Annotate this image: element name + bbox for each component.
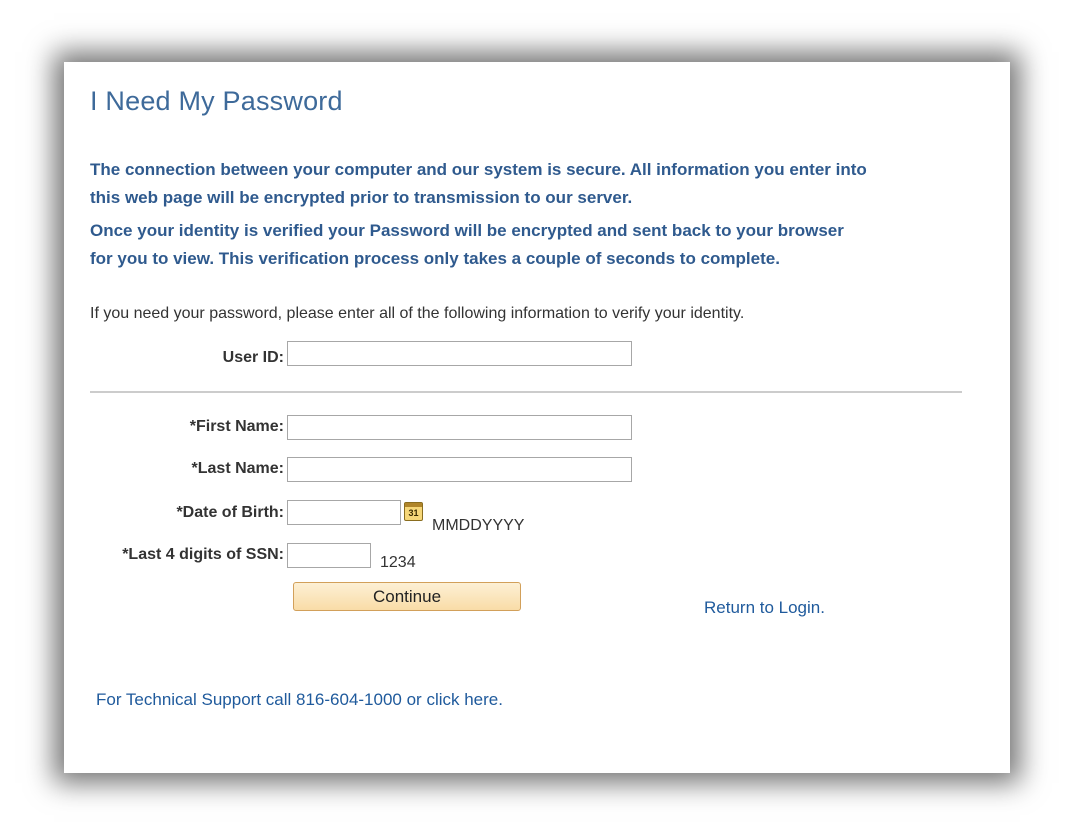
first-name-label: *First Name:: [189, 418, 284, 435]
date-of-birth-label: *Date of Birth:: [176, 504, 284, 521]
ssn-format-hint: 1234: [380, 554, 416, 571]
calendar-icon-day: 31: [408, 508, 419, 518]
continue-button[interactable]: Continue: [293, 582, 521, 611]
section-divider: [90, 391, 962, 393]
return-to-login-link[interactable]: Return to Login.: [704, 598, 825, 617]
page-title: I Need My Password: [90, 86, 343, 116]
last-name-label: *Last Name:: [191, 460, 284, 477]
verification-message: Once your identity is verified your Password will be encrypted and sent back to your browser for you to view. This verification process only takes a couple of seconds to complete.: [90, 221, 844, 268]
date-of-birth-input[interactable]: [287, 500, 401, 525]
last-name-input[interactable]: [287, 457, 632, 482]
first-name-input[interactable]: [287, 415, 632, 440]
user-id-label: User ID:: [222, 349, 284, 366]
date-format-hint: MMDDYYYY: [432, 517, 525, 534]
tech-support-link[interactable]: For Technical Support call 816-604-1000 or click here.: [96, 690, 503, 709]
secure-connection-message: The connection between your computer and our system is secure. All information you enter into this web page will be encrypted prior to transmission to our server.: [90, 160, 867, 207]
password-recovery-panel: [64, 62, 1010, 773]
ssn-last4-label: *Last 4 digits of SSN:: [122, 546, 284, 563]
ssn-last4-input[interactable]: [287, 543, 371, 568]
calendar-icon[interactable]: [404, 502, 423, 521]
instructions-text: If you need your password, please enter all of the following information to verify your identity.: [90, 305, 745, 322]
user-id-input[interactable]: [287, 341, 632, 366]
